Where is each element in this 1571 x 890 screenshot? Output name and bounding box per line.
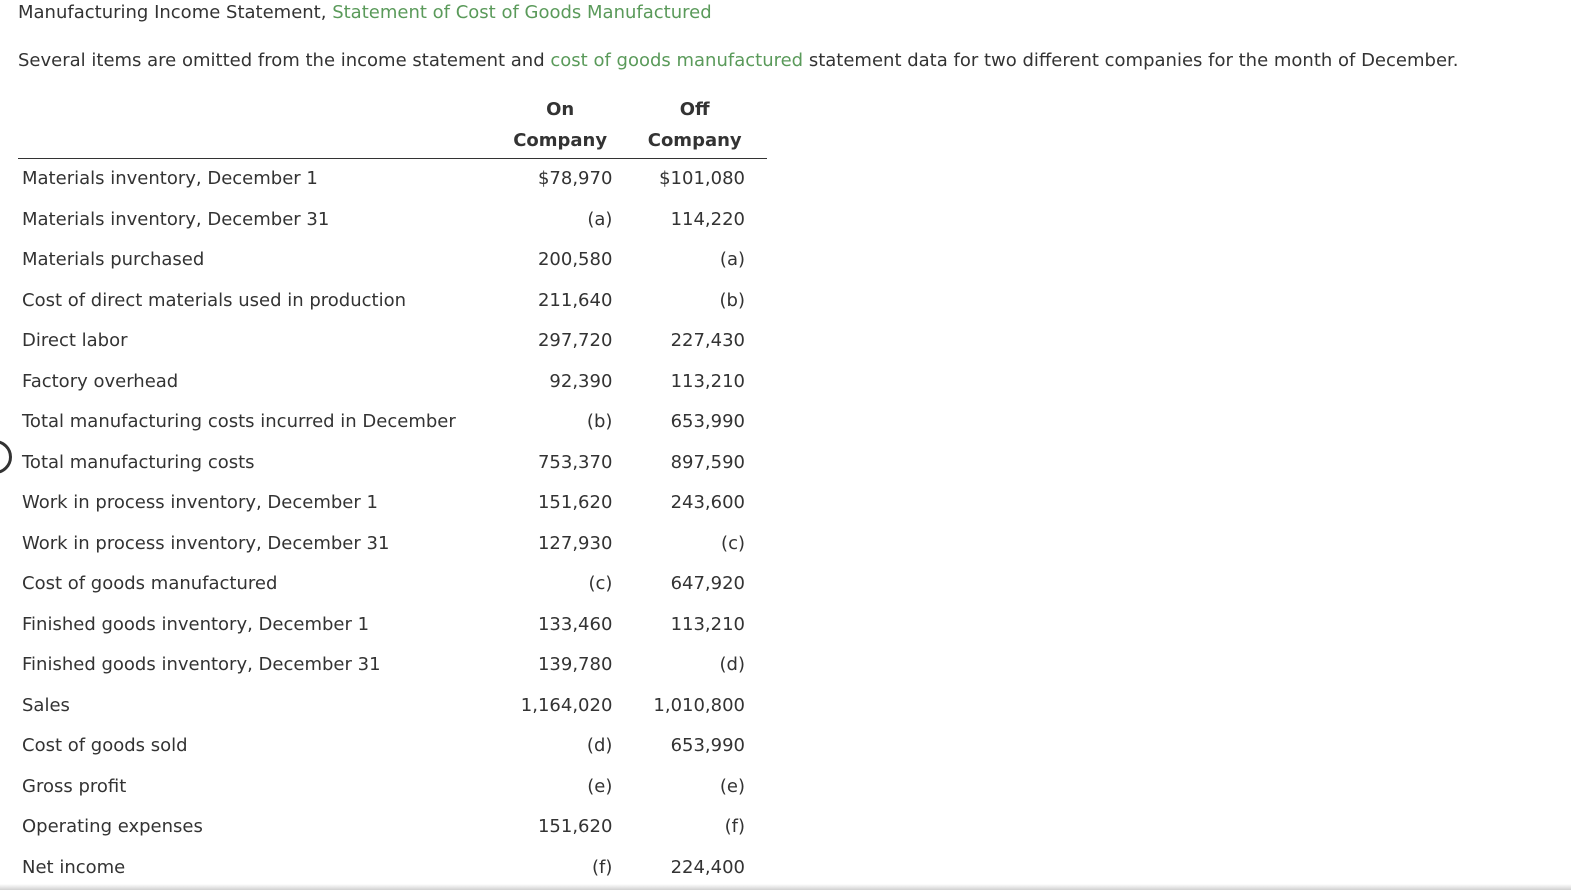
off-company-value: (a) (719, 249, 745, 271)
row-label: Operating expenses (22, 816, 203, 838)
header-on-company (498, 90, 623, 159)
on-company-value: 151,620 (537, 492, 613, 514)
on-company-value: 92,390 (549, 370, 613, 392)
on-company-value: 151,620 (537, 816, 613, 838)
side-handle-icon[interactable] (0, 440, 12, 474)
off-company-value: 113,210 (670, 613, 745, 635)
table-row (18, 402, 767, 443)
table-header-row (18, 90, 767, 159)
cogm-statement-link[interactable]: Statement of Cost of Goods Manufactured (332, 2, 712, 23)
on-company-value: (f) (592, 856, 613, 878)
row-label: Gross profit (22, 775, 127, 797)
off-company-value: (c) (721, 532, 745, 554)
header-off-company (622, 90, 767, 159)
header-off-line2: Company (647, 130, 742, 151)
off-company-value: $101,080 (659, 168, 745, 190)
row-label: Materials inventory, December 1 (22, 168, 318, 190)
intro-paragraph (18, 50, 1458, 72)
title-prefix: Manufacturing Income Statement, (18, 2, 333, 23)
table-row (18, 483, 767, 524)
header-label-cell (18, 90, 498, 159)
cogm-glossary-link[interactable]: cost of goods manufactured (550, 50, 804, 71)
table-row (18, 321, 767, 362)
row-label: Cost of goods sold (22, 735, 188, 757)
on-company-value: 1,164,020 (520, 694, 613, 716)
table-row (18, 767, 767, 808)
on-company-value: 297,720 (537, 330, 613, 352)
header-off-line1: Off (679, 99, 710, 120)
table-row (18, 524, 767, 565)
on-company-value: (b) (586, 411, 613, 433)
on-company-value: 753,370 (537, 451, 613, 473)
off-company-value: 1,010,800 (653, 694, 745, 716)
off-company-value: (e) (719, 775, 745, 797)
row-label: Finished goods inventory, December 1 (22, 613, 370, 635)
table-row (18, 645, 767, 686)
on-company-value: 139,780 (537, 654, 613, 676)
off-company-value: 227,430 (670, 330, 745, 352)
row-label: Total manufacturing costs (22, 451, 255, 473)
table-row (18, 848, 767, 889)
table-row (18, 240, 767, 281)
row-label: Factory overhead (22, 370, 179, 392)
row-label: Cost of goods manufactured (22, 573, 278, 595)
row-label: Cost of direct materials used in production (22, 289, 407, 311)
intro-text-start: Several items are omitted from the income statement and (18, 50, 551, 71)
row-label: Net income (22, 856, 126, 878)
row-label: Total manufacturing costs incurred in December (22, 411, 456, 433)
on-company-value: (d) (586, 735, 613, 757)
off-company-value: (b) (719, 289, 745, 311)
on-company-value: (c) (588, 573, 613, 595)
table-row (18, 159, 767, 200)
off-company-value: 653,990 (670, 735, 745, 757)
table-row (18, 605, 767, 646)
row-label: Direct labor (22, 330, 128, 352)
off-company-value: 647,920 (670, 573, 745, 595)
on-company-value: (a) (587, 208, 613, 230)
row-label: Finished goods inventory, December 31 (22, 654, 381, 676)
off-company-value: 114,220 (670, 208, 745, 230)
on-company-value: 211,640 (537, 289, 613, 311)
table-row (18, 200, 767, 241)
page-title (18, 2, 712, 24)
off-company-value: 897,590 (670, 451, 745, 473)
table-row (18, 686, 767, 727)
off-company-value: 243,600 (670, 492, 745, 514)
on-company-value: 133,460 (537, 613, 613, 635)
off-company-value: (f) (724, 816, 745, 838)
row-label: Materials purchased (22, 249, 205, 271)
off-company-value: 224,400 (670, 856, 745, 878)
company-data-table (18, 90, 767, 888)
on-company-value: $78,970 (537, 168, 613, 190)
header-on-line2: Company (513, 130, 608, 151)
data-table-container (18, 90, 767, 888)
row-label: Work in process inventory, December 1 (22, 492, 378, 514)
on-company-value: 127,930 (537, 532, 613, 554)
off-company-value: 653,990 (670, 411, 745, 433)
bottom-edge-shadow (0, 884, 1571, 890)
table-row (18, 443, 767, 484)
off-company-value: 113,210 (670, 370, 745, 392)
table-row (18, 281, 767, 322)
on-company-value: 200,580 (537, 249, 613, 271)
intro-text-end: statement data for two different companies for the month of December. (803, 50, 1459, 71)
row-label: Work in process inventory, December 31 (22, 532, 390, 554)
table-row (18, 564, 767, 605)
table-row (18, 362, 767, 403)
row-label: Materials inventory, December 31 (22, 208, 330, 230)
off-company-value: (d) (719, 654, 745, 676)
on-company-value: (e) (587, 775, 613, 797)
row-label: Sales (22, 694, 70, 716)
table-row (18, 807, 767, 848)
header-on-line1: On (546, 99, 575, 120)
table-row (18, 726, 767, 767)
